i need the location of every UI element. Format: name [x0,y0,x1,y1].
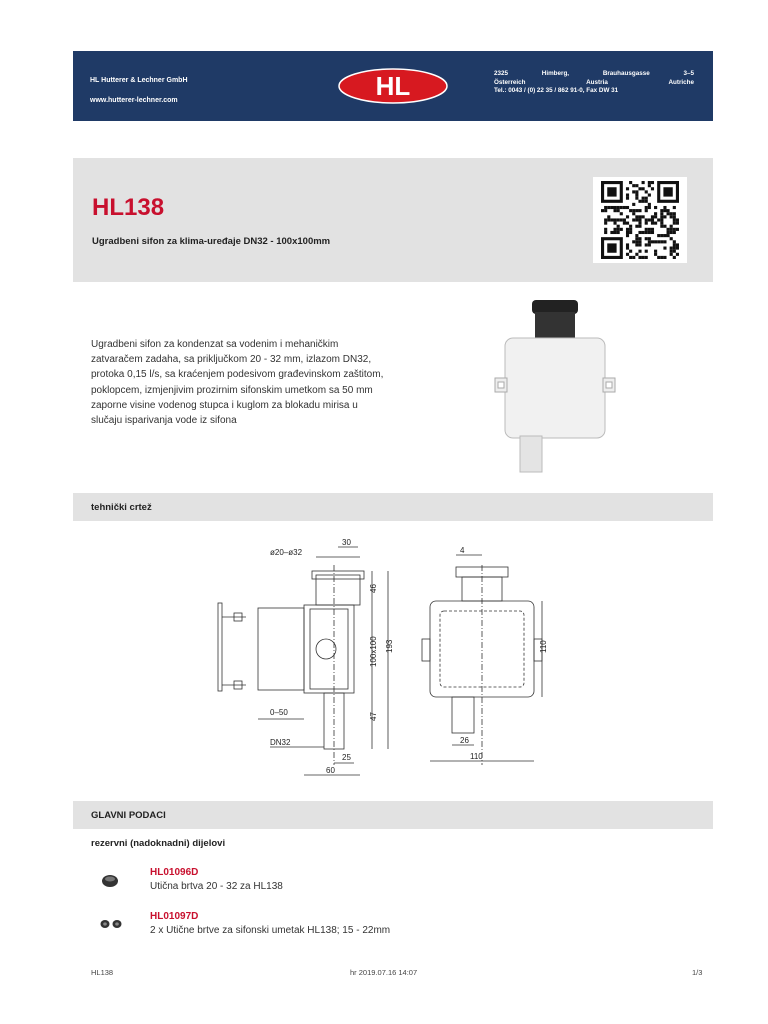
company-name: HL Hutterer & Lechner GmbH [90,77,188,84]
address-line-1: 2325 Himberg, Brauhausgasse 3–5 [494,70,694,77]
address-line-2: Österreich Austria Autriche [494,78,694,86]
header-band [73,51,713,121]
section-technical-drawing: tehnički crtež [73,493,713,521]
qr-code[interactable] [593,177,687,263]
title-band [73,158,713,282]
address-line-3: Tel.: 0043 / (0) 22 35 / 862 91-0, Fax DW 31 [494,87,619,94]
list-item [90,867,690,899]
footer-page-number: 1/3 [692,968,703,977]
hl-logo [338,68,448,104]
dim-dn32: DN32 [270,738,291,747]
dim-47: 47 [369,712,378,721]
dim-60: 60 [326,766,335,775]
qr-code-icon [600,181,680,259]
section-main-data: GLAVNI PODACI [73,801,713,829]
dim-110-horizontal: 110 [470,752,483,761]
footer-timestamp: hr 2019.07.16 14:07 [350,968,418,977]
part-code[interactable]: HL01096D [150,867,199,878]
part-code[interactable]: HL01097D [150,911,199,922]
part-description: 2 x Utične brtve za sifonski umetak HL138; 15 - 22mm [150,925,391,936]
dim-26: 26 [460,736,469,745]
product-image [490,298,620,478]
dim-110-vertical: 110 [539,640,548,653]
product-code: HL138 [92,194,165,221]
seal-thumbnail [95,867,125,895]
product-description: Ugradbeni sifon za kondenzat sa vodenim i mehaničkim zatvaračem zadaha, sa priključkom 20 - 32 mm, izlazom DN32, protoka 0,15 l/s, sa kraćenjem podesivom građevinskom zaštitom, poklopcem, izmjenjivim prozirnim sifonskim umetkom sa 50 mm zaporne visine vodenog stupca i kuglom za blokadu mirisa u slučaju isparivanja vode iz sifona [91,339,384,427]
dim-46: 46 [369,584,378,593]
spare-parts-heading: rezervni (nadoknadni) dijelovi [91,838,226,849]
logo-text: HL [375,71,411,101]
company-info [90,71,188,111]
dim-0-50: 0–50 [270,708,288,717]
technical-drawing [212,535,568,780]
product-subtitle: Ugradbeni sifon za klima-uređaje DN32 - 100x100mm [92,236,331,247]
dim-193: 193 [385,639,394,653]
dim-4: 4 [460,546,465,555]
list-item [90,911,690,943]
seals-thumbnail [95,911,125,939]
footer-product-code: HL138 [91,968,114,977]
dim-100x100: 100x100 [369,636,378,667]
dim-30: 30 [342,538,351,547]
company-address [494,70,694,96]
company-website[interactable]: www.hutterer-lechner.com [90,97,178,104]
part-description: Utična brtva 20 - 32 za HL138 [150,881,283,892]
dim-diameter: ø20–ø32 [270,548,303,557]
dim-25: 25 [342,753,351,762]
